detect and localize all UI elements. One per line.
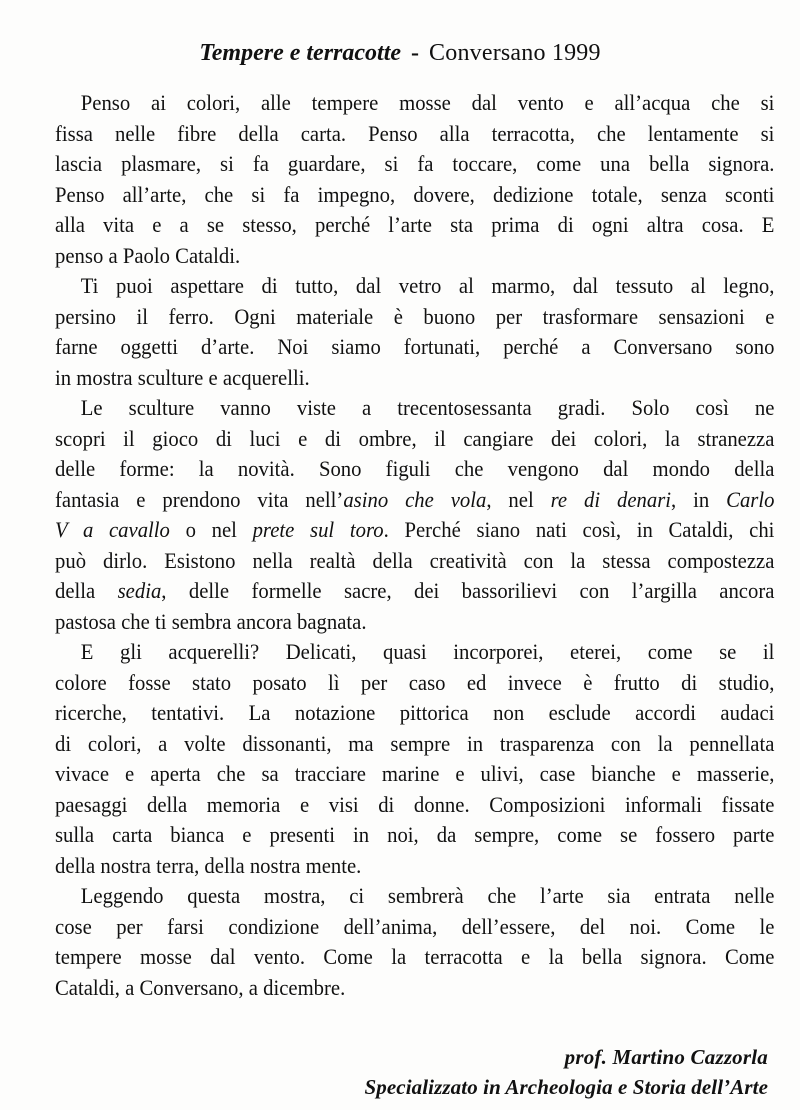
text-segment: penso a Paolo Cataldi.: [55, 242, 241, 268]
text-line: [55, 973, 774, 1004]
text-line: [55, 454, 774, 485]
text-segment: lascia plasmare, si fa guardare, si fa toccare, come una bella signora.: [55, 151, 775, 176]
text-segment: ricerche, tentativi. La notazione pittorica non esclude accordi audaci: [55, 700, 775, 725]
title-separator: -: [411, 40, 420, 66]
text-segment: o nel: [169, 517, 253, 542]
text-line: [55, 241, 774, 272]
text-segment: pastosa che ti sembra ancora bagnata.: [55, 608, 367, 634]
text-line: [55, 424, 774, 455]
text-segment: della: [55, 578, 118, 603]
text-line: [55, 119, 774, 150]
paragraph: [55, 88, 775, 271]
text-segment: paesaggi della memoria e visi di donne. Composizioni informali fissate: [55, 791, 775, 817]
text-line: [55, 790, 774, 821]
text-segment: alla vita e a se stesso, perché l’arte sta prima di ogni altra cosa. E: [55, 212, 775, 237]
text-line: [55, 485, 774, 516]
text-segment: fissa nelle fibre della carta. Penso alla terracotta, che lentamente si: [55, 120, 775, 146]
text-segment: di colori, a volte dissonanti, ma sempre in trasparenza con la pennellata: [55, 730, 775, 756]
text-segment: E gli acquerelli? Delicati, quasi incorporei, eterei, come se il: [80, 639, 775, 664]
text-segment: può dirlo. Esistono nella realtà della creatività con la stessa compostezza: [55, 547, 775, 573]
text-segment: vivace e aperta che sa tracciare marine e ulivi, case bianche e masserie,: [55, 761, 775, 786]
text-line: [55, 271, 774, 302]
text-segment: Ti puoi aspettare di tutto, dal vetro al marmo, dal tessuto al legno,: [80, 273, 775, 298]
author-name: prof. Martino Cazzorla: [564, 1045, 768, 1069]
text-line: [55, 546, 774, 577]
text-segment: fantasia e prendono vita nell’: [55, 486, 344, 512]
document-body: [55, 88, 775, 1003]
text-segment: . Perché siano nati così, in Cataldi, chi: [383, 517, 775, 542]
signature-block: [364, 1042, 768, 1102]
text-line: [55, 607, 774, 638]
text-line: [55, 515, 774, 546]
text-line: [55, 698, 774, 729]
title-place-year: Conversano 1999: [429, 40, 601, 66]
text-line: [55, 393, 774, 424]
text-line: [55, 912, 774, 943]
text-segment: Penso ai colori, alle tempere mosse dal vento e all’acqua che si: [80, 90, 775, 115]
text-segment: Cataldi, a Conversano, a dicembre.: [55, 974, 346, 1000]
text-segment: farne oggetti d’arte. Noi siamo fortunati, perché a Conversano sono: [55, 334, 775, 359]
title-text: Tempere e terracotte: [199, 40, 402, 66]
text-line: [55, 576, 774, 607]
text-segment: , delle formelle sacre, dei bassorilievi con l’argilla ancora: [161, 578, 775, 603]
text-line: [55, 942, 774, 973]
italic-title-segment: prete sul toro: [252, 517, 384, 542]
text-segment: Penso all’arte, che si fa impegno, dovere, dedizione totale, senza sconti: [55, 181, 775, 207]
text-segment: in mostra sculture e acquerelli.: [55, 364, 310, 390]
text-segment: , nel: [486, 486, 551, 512]
italic-title-segment: asino che vola: [343, 486, 487, 512]
text-segment: sulla carta bianca e presenti in noi, da sempre, come se fossero parte: [55, 822, 775, 847]
paragraph: [55, 393, 775, 637]
paragraph: [55, 637, 775, 881]
italic-title-segment: re di denari: [550, 486, 672, 512]
text-segment: della nostra terra, della nostra mente.: [55, 852, 362, 878]
text-line: [55, 88, 774, 119]
italic-title-segment: Carlo: [726, 486, 775, 512]
text-line: [55, 820, 774, 851]
document-title: [0, 38, 800, 68]
text-segment: tempere mosse dal vento. Come la terracotta e la bella signora. Come: [55, 944, 775, 969]
text-line: [55, 729, 774, 760]
text-line: [55, 668, 774, 699]
text-segment: Le sculture vanno viste a trecentosessanta gradi. Solo così ne: [80, 395, 775, 420]
author-role: Specializzato in Archeologia e Storia dell’Arte: [364, 1075, 768, 1099]
text-line: [55, 210, 774, 241]
text-segment: , in: [671, 486, 727, 512]
paragraph: [55, 881, 775, 1003]
text-line: [55, 332, 774, 363]
text-line: [55, 881, 774, 912]
italic-title-segment: sedia: [117, 578, 162, 603]
text-segment: delle forme: la novità. Sono figuli che vengono dal mondo della: [55, 456, 775, 481]
text-segment: cose per farsi condizione dell’anima, dell’essere, del noi. Come le: [55, 913, 775, 939]
text-segment: Leggendo questa mostra, ci sembrerà che l’arte sia entrata nelle: [80, 883, 775, 908]
text-segment: persino il ferro. Ogni materiale è buono per trasformare sensazioni e: [55, 303, 775, 329]
text-line: [55, 363, 774, 394]
text-line: [55, 180, 774, 211]
text-line: [55, 759, 774, 790]
italic-title-segment: V a cavallo: [55, 517, 170, 542]
text-segment: colore fosse stato posato lì per caso ed invece è frutto di studio,: [55, 669, 775, 695]
text-line: [55, 149, 774, 180]
paragraph: [55, 271, 775, 393]
text-line: [55, 851, 774, 882]
text-line: [55, 302, 774, 333]
text-line: [55, 637, 774, 668]
text-segment: scopri il gioco di luci e di ombre, il cangiare dei colori, la stranezza: [55, 425, 775, 451]
